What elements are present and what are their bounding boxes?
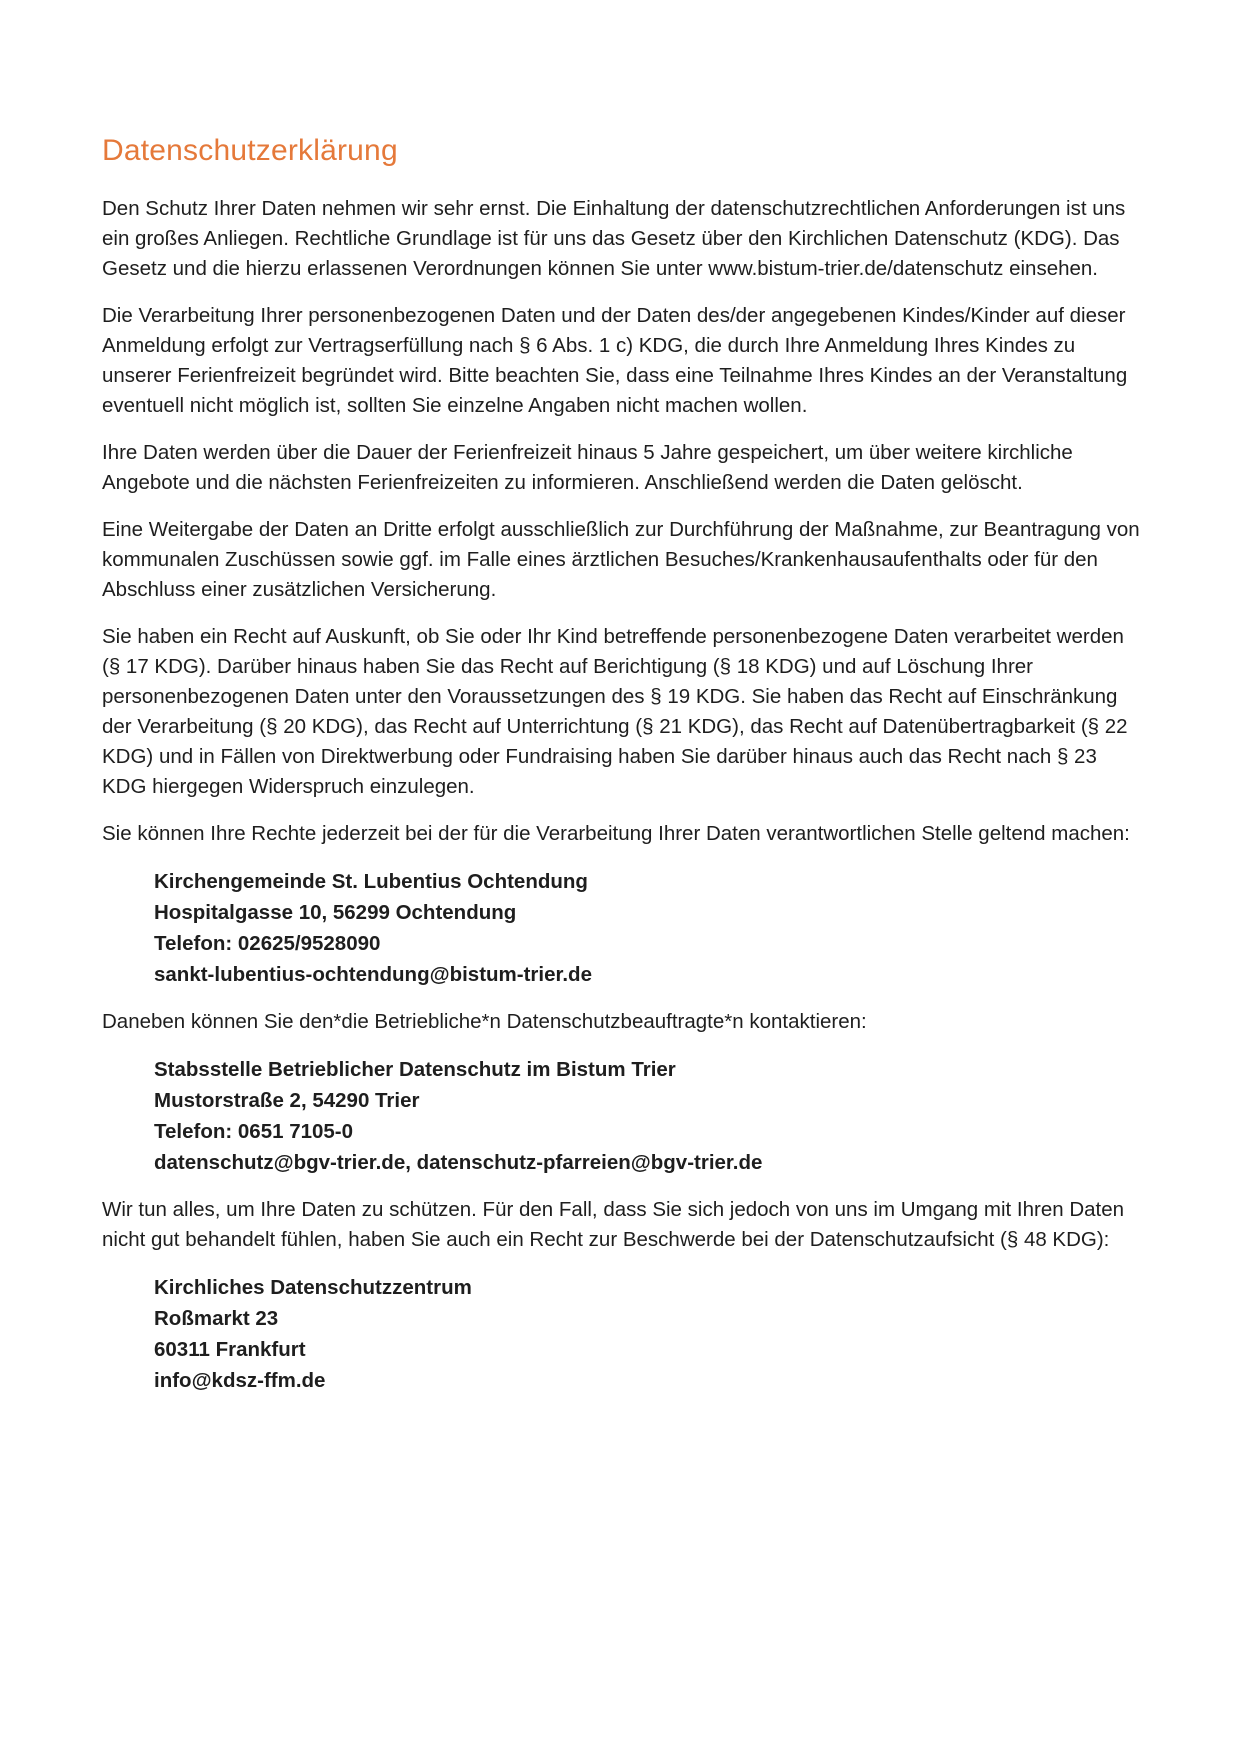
- authority-name: Kirchliches Datenschutzzentrum: [154, 1276, 472, 1299]
- contact-block-parish: [154, 866, 1143, 990]
- contact-block-authority: [154, 1272, 1143, 1396]
- paragraph-dpo-lead: Daneben können Sie den*die Betriebliche*n Datenschutzbeauftragte*n kontaktieren:: [102, 1010, 867, 1033]
- paragraph-processing-legal-basis: Die Verarbeitung Ihrer personenbezogenen Daten und der Daten des/der angegebenen Kindes/Kinder auf dieser Anmeldung erfolgt zur Vertragserfüllung nach § 6 Abs. 1 c) KDG, die durch Ihre Anmeldung Ihres Kindes zu unserer Ferienfreizeit begründet wird. Bitte beachten Sie, dass eine Teilnahme Ihres Kindes an der Veranstaltung eventuell nicht möglich ist, sollten Sie einzelne Angaben nicht machen wollen.: [102, 304, 1128, 417]
- contact-block-dpo: [154, 1054, 1143, 1178]
- paragraph-third-party-sharing: Eine Weitergabe der Daten an Dritte erfolgt ausschließlich zur Durchführung der Maßnahme, zur Beantragung von kommunalen Zuschüssen sowie ggf. im Falle eines ärztlichen Besuches/Krankenhausaufenthalts oder für den Abschluss einer zusätzlichen Versicherung.: [102, 518, 1140, 601]
- parish-phone: Telefon: 02625/9528090: [154, 932, 381, 955]
- paragraph-intro: Den Schutz Ihrer Daten nehmen wir sehr ernst. Die Einhaltung der datenschutzrechtlichen Anforderungen ist uns ein großes Anliegen. Rechtliche Grundlage ist für uns das Gesetz über den Kirchlichen Datenschutz (KDG). Das Gesetz und die hierzu erlassenen Verordnungen können Sie unter www.bistum-trier.de/datenschutz einsehen.: [102, 197, 1126, 280]
- authority-email: info@kdsz-ffm.de: [154, 1369, 326, 1392]
- authority-street: Roßmarkt 23: [154, 1307, 279, 1330]
- paragraph-data-subject-rights: Sie haben ein Recht auf Auskunft, ob Sie oder Ihr Kind betreffende personenbezogene Daten verarbeitet werden (§ 17 KDG). Darüber hinaus haben Sie das Recht auf Berichtigung (§ 18 KDG) und auf Löschung Ihrer personenbezogenen Daten unter den Voraussetzungen des § 19 KDG. Sie haben das Recht auf Einschränkung der Verarbeitung (§ 20 KDG), das Recht auf Unterrichtung (§ 21 KDG), das Recht auf Datenübertragbarkeit (§ 22 KDG) und in Fällen von Direktwerbung oder Fundraising haben Sie darüber hinaus auch das Recht nach § 23 KDG hiergegen Widerspruch einzulegen.: [102, 625, 1128, 798]
- authority-city: 60311 Frankfurt: [154, 1338, 306, 1361]
- dpo-name: Stabsstelle Betrieblicher Datenschutz im Bistum Trier: [154, 1058, 676, 1081]
- paragraph-retention: Ihre Daten werden über die Dauer der Ferienfreizeit hinaus 5 Jahre gespeichert, um über weitere kirchliche Angebote und die nächsten Ferienfreizeiten zu informieren. Anschließend werden die Daten gelöscht.: [102, 441, 1073, 494]
- parish-address: Hospitalgasse 10, 56299 Ochtendung: [154, 901, 517, 924]
- dpo-address: Mustorstraße 2, 54290 Trier: [154, 1089, 420, 1112]
- dpo-phone: Telefon: 0651 7105-0: [154, 1120, 354, 1143]
- parish-name: Kirchengemeinde St. Lubentius Ochtendung: [154, 870, 588, 893]
- dpo-email: datenschutz@bgv-trier.de, datenschutz-pfarreien@bgv-trier.de: [154, 1151, 763, 1174]
- page-title: Datenschutzerklärung: [102, 134, 398, 167]
- paragraph-complaint-lead: Wir tun alles, um Ihre Daten zu schützen. Für den Fall, dass Sie sich jedoch von uns im Umgang mit Ihren Daten nicht gut behandelt fühlen, haben Sie auch ein Recht zur Beschwerde bei der Datenschutzaufsicht (§ 48 KDG):: [102, 1198, 1125, 1251]
- paragraph-contact-lead: Sie können Ihre Rechte jederzeit bei der für die Verarbeitung Ihrer Daten verantwortlichen Stelle geltend machen:: [102, 822, 1130, 845]
- parish-email: sankt-lubentius-ochtendung@bistum-trier.de: [154, 963, 592, 986]
